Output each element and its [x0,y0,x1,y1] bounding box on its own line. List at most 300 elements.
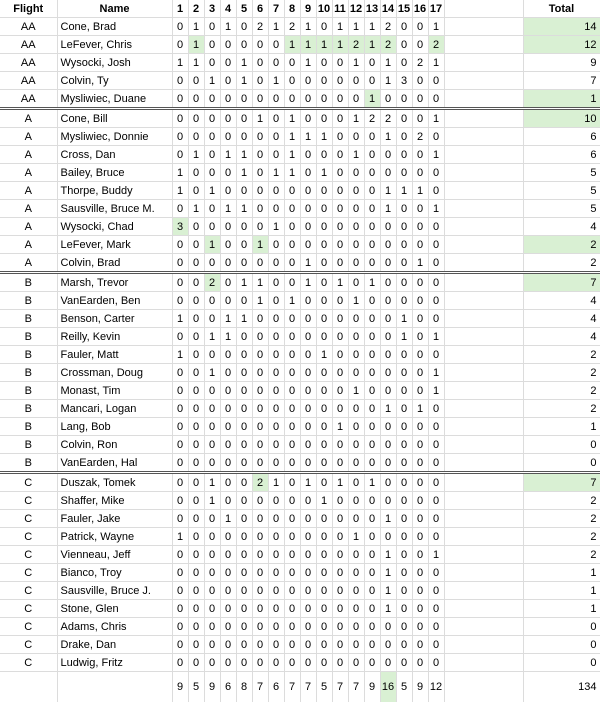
score-cell: 0 [284,600,300,618]
score-cell: 0 [364,636,380,654]
score-cell: 0 [316,546,332,564]
score-cell: 1 [412,400,428,418]
spacer-cell [444,18,523,36]
score-cell: 0 [236,382,252,400]
score-cell: 0 [188,254,204,273]
score-cell: 0 [316,146,332,164]
flight-cell: A [0,128,57,146]
spacer-cell [444,310,523,328]
score-cell: 0 [396,36,412,54]
name-cell: Wysocki, Josh [57,54,172,72]
hole-total-cell: 8 [236,672,252,702]
score-cell: 0 [348,273,364,292]
score-cell: 0 [428,582,444,600]
score-cell: 2 [348,36,364,54]
spacer-cell [444,54,523,72]
flight-cell: C [0,618,57,636]
score-cell: 2 [284,18,300,36]
score-cell: 1 [348,18,364,36]
score-cell: 0 [332,546,348,564]
spacer-cell [444,254,523,273]
score-cell: 0 [396,164,412,182]
score-cell: 0 [380,164,396,182]
name-cell: Monast, Tim [57,382,172,400]
score-cell: 0 [204,146,220,164]
total-cell: 5 [523,200,600,218]
score-cell: 0 [172,292,188,310]
table-row [0,292,600,310]
score-cell: 0 [204,636,220,654]
score-cell: 1 [252,292,268,310]
score-cell: 0 [188,273,204,292]
score-cell: 0 [300,382,316,400]
hole-total-cell: 5 [316,672,332,702]
score-cell: 0 [220,418,236,436]
name-cell: Benson, Carter [57,310,172,328]
score-cell: 0 [220,273,236,292]
flight-cell: C [0,510,57,528]
score-cell: 0 [412,72,428,90]
table-row [0,582,600,600]
score-cell: 0 [332,654,348,672]
total-cell: 2 [523,400,600,418]
score-cell: 0 [412,492,428,510]
score-cell: 0 [268,382,284,400]
score-cell: 0 [268,582,284,600]
table-row [0,54,600,72]
name-cell: Mysliwiec, Duane [57,90,172,109]
spacer-cell [444,109,523,128]
score-cell: 0 [396,292,412,310]
score-cell: 0 [348,454,364,473]
score-cell: 1 [220,146,236,164]
score-cell: 0 [172,454,188,473]
score-cell: 0 [428,254,444,273]
score-cell: 0 [284,364,300,382]
total-cell: 2 [523,254,600,273]
name-cell: Mancari, Logan [57,400,172,418]
score-cell: 0 [300,528,316,546]
score-cell: 0 [252,528,268,546]
score-cell: 0 [284,473,300,492]
spacer-cell [444,218,523,236]
total-cell: 1 [523,600,600,618]
score-cell: 2 [204,273,220,292]
score-cell: 0 [332,236,348,254]
score-cell: 1 [220,510,236,528]
score-cell: 1 [332,273,348,292]
score-cell: 1 [172,164,188,182]
score-cell: 0 [220,164,236,182]
name-cell: Marsh, Trevor [57,273,172,292]
score-cell: 0 [348,182,364,200]
score-cell: 0 [412,90,428,109]
table-body [0,18,600,672]
spacer-cell [444,346,523,364]
score-cell: 1 [300,273,316,292]
total-cell: 0 [523,436,600,454]
score-cell: 0 [428,473,444,492]
score-cell: 0 [252,546,268,564]
spacer-cell [444,636,523,654]
score-cell: 0 [332,564,348,582]
score-cell: 1 [380,54,396,72]
score-cell: 0 [364,292,380,310]
score-cell: 0 [412,346,428,364]
score-cell: 0 [364,454,380,473]
score-cell: 1 [300,254,316,273]
score-cell: 0 [220,90,236,109]
score-cell: 0 [316,382,332,400]
score-cell: 1 [188,54,204,72]
hole-header: 9 [300,0,316,18]
score-cell: 1 [204,328,220,346]
score-cell: 0 [188,310,204,328]
total-cell: 10 [523,109,600,128]
score-cell: 0 [220,382,236,400]
score-cell: 0 [252,382,268,400]
score-cell: 0 [348,654,364,672]
spacer-cell [444,292,523,310]
score-cell: 0 [252,90,268,109]
score-cell: 0 [412,654,428,672]
spacer-cell [444,436,523,454]
name-cell: Fauler, Matt [57,346,172,364]
score-cell: 0 [396,364,412,382]
total-cell: 1 [523,582,600,600]
score-cell: 1 [284,164,300,182]
score-cell: 0 [252,564,268,582]
score-cell: 0 [300,564,316,582]
score-cell: 0 [204,654,220,672]
score-cell: 0 [412,418,428,436]
score-cell: 0 [252,36,268,54]
score-cell: 2 [252,473,268,492]
score-cell: 0 [396,418,412,436]
score-cell: 0 [396,346,412,364]
score-cell: 0 [252,492,268,510]
score-cell: 0 [380,618,396,636]
score-cell: 0 [236,492,252,510]
score-cell: 1 [220,200,236,218]
flight-cell: C [0,564,57,582]
score-cell: 0 [396,618,412,636]
table-row [0,182,600,200]
score-cell: 0 [188,128,204,146]
score-cell: 0 [316,654,332,672]
score-cell: 1 [316,346,332,364]
score-cell: 0 [300,90,316,109]
score-cell: 0 [348,492,364,510]
spacer-cell [444,600,523,618]
flight-cell: AA [0,36,57,54]
score-cell: 0 [220,492,236,510]
table-row [0,418,600,436]
flight-cell: C [0,546,57,564]
hole-total-cell: 7 [252,672,268,702]
hole-total-cell: 9 [412,672,428,702]
score-cell: 0 [172,473,188,492]
score-cell: 0 [412,200,428,218]
score-cell: 1 [412,254,428,273]
score-cell: 0 [236,600,252,618]
score-cell: 1 [412,182,428,200]
score-cell: 0 [172,546,188,564]
score-cell: 0 [412,18,428,36]
score-cell: 0 [220,582,236,600]
score-cell: 0 [204,128,220,146]
score-cell: 1 [268,218,284,236]
score-cell: 0 [252,654,268,672]
score-cell: 0 [252,600,268,618]
score-cell: 0 [268,236,284,254]
score-cell: 0 [380,436,396,454]
score-cell: 0 [268,418,284,436]
score-cell: 0 [428,418,444,436]
hole-header: 2 [188,0,204,18]
score-cell: 0 [172,400,188,418]
score-cell: 0 [252,346,268,364]
score-cell: 0 [364,582,380,600]
total-cell: 0 [523,618,600,636]
total-cell: 7 [523,72,600,90]
score-cell: 0 [188,400,204,418]
score-cell: 0 [236,328,252,346]
score-cell: 3 [172,218,188,236]
spacer-cell [444,364,523,382]
hole-header: 7 [268,0,284,18]
flight-cell: A [0,109,57,128]
total-cell: 0 [523,636,600,654]
score-cell: 0 [300,200,316,218]
score-cell: 0 [204,18,220,36]
hole-header: 4 [220,0,236,18]
spacer-cell [444,454,523,473]
score-cell: 0 [428,236,444,254]
score-cell: 0 [396,90,412,109]
hole-header: 11 [332,0,348,18]
score-cell: 0 [188,564,204,582]
score-cell: 0 [172,146,188,164]
score-cell: 1 [428,18,444,36]
score-cell: 0 [172,273,188,292]
name-cell: Cone, Brad [57,18,172,36]
score-cell: 1 [204,492,220,510]
score-cell: 1 [364,90,380,109]
score-cell: 0 [188,636,204,654]
score-cell: 0 [284,582,300,600]
score-cell: 0 [284,492,300,510]
score-cell: 0 [188,72,204,90]
score-cell: 0 [284,328,300,346]
score-cell: 0 [252,418,268,436]
score-cell: 0 [188,618,204,636]
score-cell: 0 [188,582,204,600]
total-cell: 1 [523,564,600,582]
score-cell: 0 [412,218,428,236]
score-cell: 0 [204,582,220,600]
score-cell: 1 [380,128,396,146]
total-cell: 5 [523,182,600,200]
score-cell: 0 [332,618,348,636]
score-cell: 2 [252,18,268,36]
hole-total-cell: 6 [268,672,284,702]
score-cell: 0 [316,454,332,473]
score-cell: 0 [220,109,236,128]
score-cell: 0 [284,218,300,236]
score-cell: 0 [428,492,444,510]
score-cell: 1 [396,182,412,200]
total-cell: 1 [523,90,600,109]
score-cell: 0 [268,492,284,510]
score-cell: 0 [316,72,332,90]
score-cell: 0 [268,528,284,546]
flight-cell: B [0,346,57,364]
score-cell: 1 [236,310,252,328]
name-cell: Thorpe, Buddy [57,182,172,200]
score-cell: 0 [348,128,364,146]
flight-cell: A [0,164,57,182]
total-cell: 7 [523,273,600,292]
score-cell: 0 [396,564,412,582]
score-cell: 1 [428,146,444,164]
score-cell: 0 [236,654,252,672]
table-row [0,328,600,346]
flight-cell: C [0,636,57,654]
score-cell: 0 [348,510,364,528]
score-cell: 0 [396,636,412,654]
score-cell: 0 [332,109,348,128]
score-cell: 0 [412,510,428,528]
score-cell: 2 [380,18,396,36]
score-cell: 1 [204,364,220,382]
score-cell: 0 [316,528,332,546]
table-row [0,200,600,218]
score-cell: 1 [236,146,252,164]
score-cell: 0 [428,510,444,528]
score-cell: 0 [284,382,300,400]
score-cell: 0 [220,564,236,582]
table-row [0,564,600,582]
score-cell: 0 [428,564,444,582]
score-cell: 0 [188,454,204,473]
score-cell: 0 [412,364,428,382]
score-cell: 0 [412,436,428,454]
score-cell: 0 [252,310,268,328]
score-cell: 0 [300,546,316,564]
total-cell: 14 [523,18,600,36]
score-cell: 0 [252,182,268,200]
hole-header: 12 [348,0,364,18]
name-cell: Colvin, Brad [57,254,172,273]
score-cell: 0 [204,418,220,436]
score-cell: 0 [172,436,188,454]
score-cell: 0 [204,618,220,636]
hole-header: 10 [316,0,332,18]
score-cell: 0 [364,164,380,182]
flight-cell: B [0,292,57,310]
score-cell: 0 [236,510,252,528]
score-cell: 0 [300,436,316,454]
spacer-cell [444,618,523,636]
score-cell: 0 [236,564,252,582]
spacer-header [444,0,523,18]
score-cell: 0 [428,90,444,109]
score-cell: 0 [188,328,204,346]
score-cell: 1 [220,18,236,36]
score-cell: 0 [172,492,188,510]
total-cell: 2 [523,528,600,546]
score-cell: 0 [236,364,252,382]
score-cell: 0 [204,310,220,328]
score-cell: 0 [348,546,364,564]
name-cell: Mysliwiec, Donnie [57,128,172,146]
score-cell: 1 [332,36,348,54]
score-cell: 0 [236,546,252,564]
flight-cell: C [0,654,57,672]
table-row [0,310,600,328]
score-cell: 1 [428,364,444,382]
score-cell: 0 [284,546,300,564]
hole-total-cell: 5 [188,672,204,702]
score-cell: 0 [380,146,396,164]
score-cell: 0 [268,328,284,346]
score-cell: 0 [380,636,396,654]
score-cell: 1 [220,310,236,328]
score-cell: 0 [380,254,396,273]
score-cell: 0 [380,382,396,400]
score-cell: 0 [332,528,348,546]
flight-cell: A [0,200,57,218]
score-cell: 0 [316,109,332,128]
score-cell: 1 [348,528,364,546]
table-row [0,72,600,90]
score-cell: 0 [332,218,348,236]
score-cell: 0 [252,128,268,146]
score-cell: 1 [332,18,348,36]
score-cell: 0 [380,654,396,672]
name-cell: Crossman, Doug [57,364,172,382]
total-header: Total [523,0,600,18]
hole-header: 8 [284,0,300,18]
score-cell: 0 [188,292,204,310]
score-cell: 0 [316,200,332,218]
score-cell: 0 [284,72,300,90]
score-cell: 0 [364,436,380,454]
score-cell: 1 [188,146,204,164]
score-cell: 0 [412,36,428,54]
score-cell: 0 [300,328,316,346]
score-cell: 0 [204,400,220,418]
flight-cell: B [0,273,57,292]
score-cell: 0 [316,182,332,200]
score-cell: 0 [236,90,252,109]
score-cell: 0 [364,364,380,382]
score-cell: 0 [364,400,380,418]
score-cell: 0 [316,636,332,654]
score-cell: 1 [380,200,396,218]
score-cell: 0 [172,418,188,436]
score-cell: 0 [268,273,284,292]
score-cell: 0 [396,436,412,454]
score-cell: 0 [396,492,412,510]
name-cell: Shaffer, Mike [57,492,172,510]
score-cell: 0 [252,254,268,273]
name-cell: Duszak, Tomek [57,473,172,492]
total-cell: 2 [523,236,600,254]
name-cell: Reilly, Kevin [57,328,172,346]
score-cell: 0 [300,310,316,328]
